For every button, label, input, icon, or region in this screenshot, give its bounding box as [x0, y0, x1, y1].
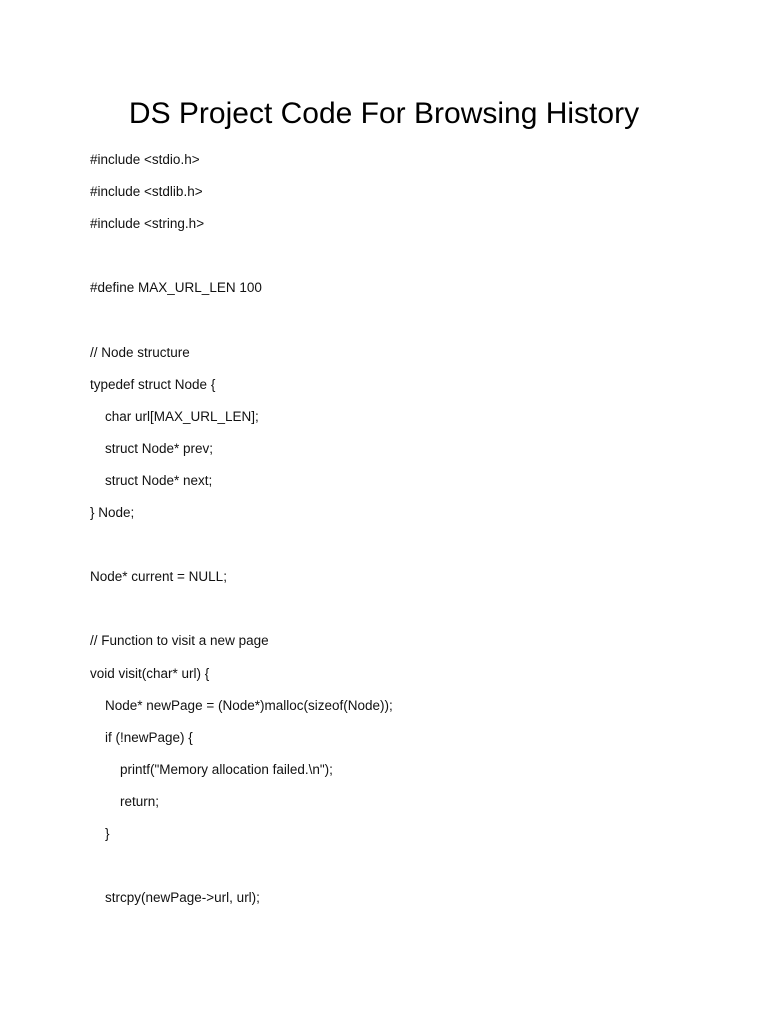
code-line: strcpy(newPage->url, url);	[90, 890, 260, 906]
blank-line	[90, 310, 710, 342]
document-title: DS Project Code For Browsing History	[128, 97, 640, 130]
blank-line	[90, 856, 710, 888]
code-line: }	[90, 825, 110, 841]
code-line: typedef struct Node {	[90, 376, 216, 392]
code-line: // Function to visit a new page	[90, 633, 269, 649]
code-line: return;	[90, 793, 160, 809]
code-line: struct Node* next;	[90, 472, 213, 488]
code-line: printf("Memory allocation failed.\n");	[90, 761, 333, 777]
code-line: #include <string.h>	[90, 216, 205, 232]
code-line: #include <stdio.h>	[90, 152, 200, 167]
code-line: Node* newPage = (Node*)malloc(sizeof(Node));	[90, 697, 393, 713]
code-line: #include <stdlib.h>	[90, 184, 203, 200]
code-line: // Node structure	[90, 344, 190, 360]
code-line: if (!newPage) {	[90, 729, 193, 745]
blank-line	[90, 599, 710, 631]
code-line: } Node;	[90, 505, 135, 521]
code-line: void visit(char* url) {	[90, 665, 210, 681]
code-line: char url[MAX_URL_LEN];	[90, 408, 259, 424]
code-block	[90, 150, 710, 920]
code-line: Node* current = NULL;	[90, 569, 227, 585]
blank-line	[90, 246, 710, 278]
code-line: #define MAX_URL_LEN 100	[90, 280, 262, 296]
blank-line	[90, 535, 710, 567]
code-line: struct Node* prev;	[90, 440, 214, 456]
